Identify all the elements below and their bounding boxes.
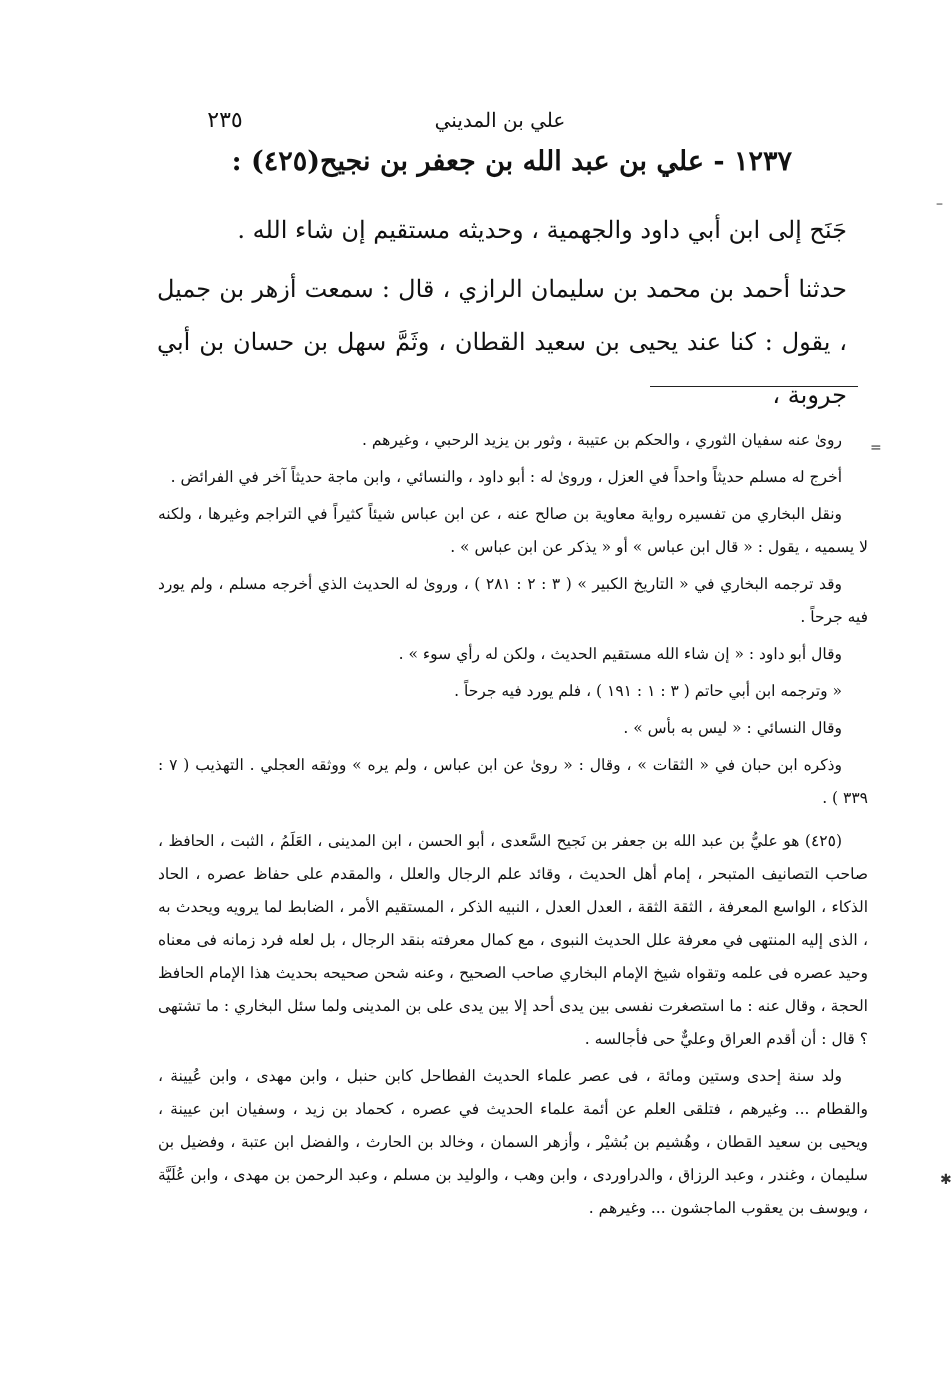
margin-mark: – [936, 196, 943, 212]
footnote-paragraph: رویٰ عنه سفيان الثوري ، والحكم بن عتيبة ، وثور بن يزيد الرحبي ، وغيرهم . [361, 431, 842, 449]
margin-mark: ✱ [940, 1172, 952, 1188]
biography-footnote-continued: ولد سنة إحدى وستين ومائة ، فى عصر علماء الحديث الفطاحل كابن حنبل ، وابن مهدى ، وابن عُيينة ، والقطام ... وغيرهم ، فتلقى العلم عن أئمة علماء الحديث في عصره ، كحماد بن زيد ، وسفيان ابن عيينة ، ويحيى بن سعيد القطان ، وهُشيم بن بُشيْر ، وأزهر السمان ، وخالد بن الحارث ، والفضل ابن عتبة ، وفضيل بن سليمان ، وغندر ، وعبد الرزاق ، والدراوردى ، وابن وهب ، والوليد بن مسلم ، وعبد الرحمن بن مهدى ، وابن عُلَيَّة ، ويوسف بن يعقوب الماجشون ... وغيرهم . [158, 1067, 868, 1217]
footnote-paragraph: وقال النسائي : « ليس به بأس » . [623, 719, 842, 737]
entry-line: جَنَح إلى ابن أبي داود والجهمية ، وحديثه مستقيم إن شاء الله . [237, 216, 847, 244]
entry-heading: ١٢٣٧ - علي بن عبد الله بن جعفر بن نجيح(٤٢٥) : [231, 146, 792, 177]
page-number: ٢٣٥ [207, 108, 243, 133]
margin-mark: = [870, 440, 882, 456]
biography-footnote: (٤٢٥) هو عليُّ بن عبد الله بن جعفر بن نَجيح السَّعدى ، أبو الحسن ، ابن المدينى ، العَلَمُ ، الثبت ، الحافظ ، صاحب التصانيف المتبحر ، إمام أهل الحديث ، وقائد علم الرجال والعلل ، والمقدم على حفاظ عصره ، الحاد الذكاء ، الواسع المعرفة ، الثقة الثقة ، العدل العدل ، النبيه الذكر ، المستقيم الأمر ، الضابط لما يرويه ويحدث به ، الذى إليه المنتهى في معرفة علل الحديث النبوى ، مع كمال معرفته بنقد الرجال ، بل لعله فرد زمانه فى معناه وحيد عصره فى علمه وتقواه شيخ الإمام البخاري صاحب الصحيح ، وعنه شحن صحيحه بحديث هذا الإمام الحافظ الحجة ، وقال عنه : ما استصغرت نفسى بين يدى أحد إلا بين يدى على بن المدينى ولما سئل البخاري : ما تشتهى ؟ قال : أن أقدم العراق وعليٌّ حى فأجالسه . [158, 832, 868, 1048]
footnote-paragraph: ونقل البخاري من تفسيره رواية معاوية بن صالح عنه ، عن ابن عباس شيئاً كثيراً في التراجم وغيرها ، ولكنه لا يسميه ، يقول : « قال ابن عباس » أو « يذكر عن ابن عباس » . [158, 505, 868, 556]
running-header-title: علي بن المديني [434, 108, 566, 132]
footnote-paragraph: أخرج له مسلم حديثاً واحداً في العزل ، وروىٰ له : أبو داود ، والنسائي ، وابن ماجة حديثاً آخر في الفرائض . [170, 468, 842, 486]
footnotes [158, 424, 868, 1229]
footnote-separator [650, 386, 858, 387]
footnote-paragraph: « وترجمه ابن أبي حاتم ( ٣ : ١ : ١٩١ ) ، فلم يورد فيه جرحاً . [454, 682, 842, 700]
entry-line: حدثنا أحمد بن محمد بن سليمان الرازي ، قال : سمعت أزهر بن جميل ، يقول : كنا عند يحيى بن سعيد القطان ، وثَمَّ سهل بن حسان بن أبي جروبة ، [157, 275, 847, 409]
footnote-paragraph: وقد ترجمه البخاري في « التاريخ الكبير » ( ٣ : ٢ : ٢٨١ ) ، وروىٰ له الحديث الذي أخرجه مسلم ، ولم يورد فيه جرحاً . [158, 575, 868, 626]
footnote-paragraph: وذكره ابن حبان في « الثقات » ، وقال : « روىٰ عن ابن عباس ، ولم يره » ووثقه العجلي . التهذيب ( ٧ : ٣٣٩ ) . [158, 756, 868, 807]
footnote-paragraph: وقال أبو داود : « إن شاء الله مستقيم الحديث ، ولكن له رأي سوء » . [398, 645, 842, 663]
entry-body [157, 204, 847, 428]
